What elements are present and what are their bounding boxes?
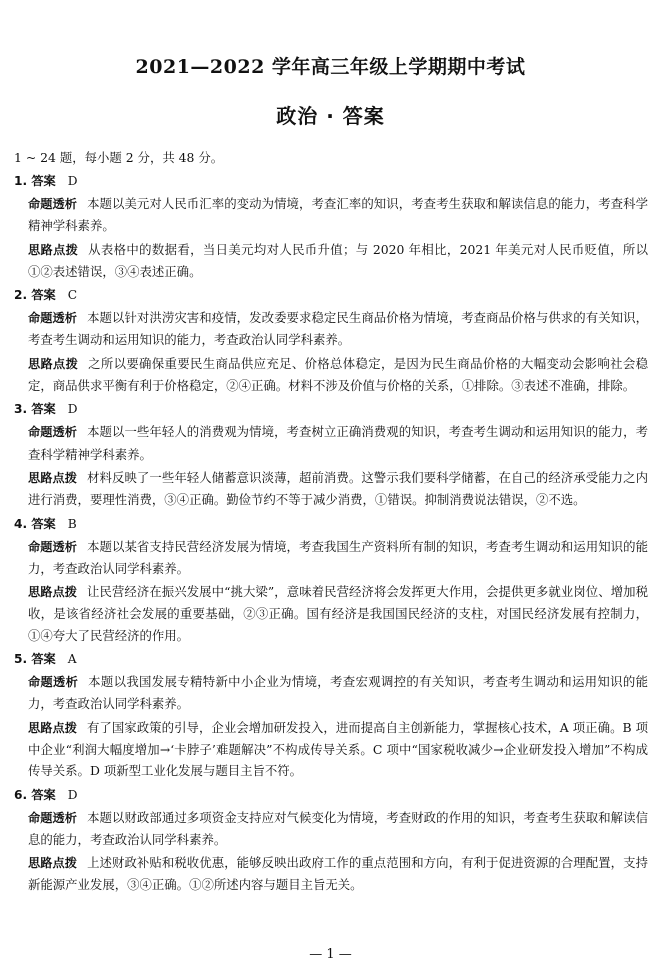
question-heading bbox=[14, 170, 648, 192]
hint-text: 从表格中的数据看，当日美元均对人民币升值；与 2020 年相比，2021 年美元对人民币贬值，所以①②表述错误，③④表述正确。 bbox=[28, 241, 649, 279]
design-paragraph bbox=[14, 307, 648, 351]
hint-text: 材料反映了一些年轻人储蓄意识淡薄，超前消费。这警示我们要科学储蓄，在自己的经济承受能力之内进行消费，要理性消费，③④正确。勤俭节约不等于减少消费，①错误。抑制消费说法错误，②不选。 bbox=[28, 469, 649, 508]
question-number: 4. 答案 bbox=[14, 516, 56, 531]
hint-paragraph bbox=[14, 353, 648, 397]
hint-label: 思路点拨 bbox=[28, 720, 77, 735]
hint-label: 思路点拨 bbox=[28, 356, 79, 371]
question-block bbox=[14, 513, 648, 646]
design-label: 命题透析 bbox=[28, 311, 78, 326]
hint-paragraph bbox=[14, 581, 648, 646]
design-label: 命题透析 bbox=[28, 539, 78, 554]
question-number: 6. 答案 bbox=[14, 787, 56, 802]
hint-label: 思路点拨 bbox=[28, 470, 78, 485]
design-paragraph bbox=[14, 671, 648, 715]
question-heading bbox=[14, 784, 648, 806]
design-label: 命题透析 bbox=[28, 810, 78, 825]
hint-label: 思路点拨 bbox=[28, 242, 79, 257]
question-number: 1. 答案 bbox=[14, 174, 56, 188]
page-number: — 1 — bbox=[309, 947, 352, 962]
page-title: 2021—2022 学年高三年级上学期期中考试 bbox=[135, 56, 526, 78]
question-block bbox=[14, 170, 648, 282]
hint-paragraph bbox=[14, 467, 648, 511]
hint-text: 上述财政补贴和税收优惠，能够反映出政府工作的重点范围和方向，有利于促进资源的合理配置，支持新能源产业发展，③④正确。①②所述内容与题目主旨无关。 bbox=[28, 855, 649, 893]
question-number: 5. 答案 bbox=[14, 652, 56, 667]
design-label: 命题透析 bbox=[28, 675, 79, 690]
question-number: 2. 答案 bbox=[14, 288, 56, 303]
design-label: 命题透析 bbox=[28, 425, 78, 440]
question-answer: B bbox=[67, 516, 77, 531]
design-paragraph bbox=[14, 193, 648, 237]
hint-text: 有了国家政策的引导，企业会增加研发投入，进而提高自主创新能力，掌握核心技术，A 项正确。B 项中企业“利润大幅度增加→‘卡脖子’难题解决”不构成传导关系。C 项中“国家税收减少→企业研发投入增加”不构成传导关系。D 项新型工业化发展与题目主旨不符。 bbox=[28, 719, 649, 779]
design-text: 本题以某省支持民营经济发展为情境，考查我国生产资料所有制的知识，考查考生调动和运用知识的能力，考查政治认同学科素养。 bbox=[28, 538, 649, 576]
question-heading bbox=[14, 648, 648, 670]
page-subtitle: 政治 · 答案 bbox=[276, 104, 385, 128]
question-heading bbox=[14, 513, 648, 535]
design-text: 本题以针对洪涝灾害和疫情，发改委要求稳定民生商品价格为情境，考查商品价格与供求的有关知识，考查考生调动和运用知识的能力，考查政治认同学科素养。 bbox=[28, 310, 649, 348]
question-answer: D bbox=[67, 402, 78, 417]
design-label: 命题透析 bbox=[28, 197, 78, 211]
design-text: 本题以一些年轻人的消费观为情境，考查树立正确消费观的知识，考查考生调动和运用知识的能力，考查科学精神学科素养。 bbox=[28, 424, 649, 462]
question-answer: A bbox=[67, 652, 77, 667]
design-text: 本题以我国发展专精特新中小企业为情境，考查宏观调控的有关知识，考查考生调动和运用知识的能力，考查政治认同学科素养。 bbox=[28, 674, 649, 712]
question-answer: D bbox=[67, 174, 78, 188]
question-answer: C bbox=[67, 288, 78, 303]
hint-paragraph bbox=[14, 239, 648, 283]
design-paragraph bbox=[14, 807, 648, 851]
question-answer: D bbox=[67, 787, 78, 802]
hint-paragraph bbox=[14, 717, 648, 782]
design-paragraph bbox=[14, 421, 648, 465]
section-intro: 1 ~ 24 题，每小题 2 分，共 48 分。 bbox=[14, 150, 224, 165]
question-block bbox=[14, 784, 648, 896]
design-paragraph bbox=[14, 536, 648, 580]
hint-label: 思路点拨 bbox=[28, 585, 78, 600]
hint-text: 让民营经济在振兴发展中“挑大梁”，意味着民营经济将会发挥更大作用，会提供更多就业岗位、增加税收，是该省经济社会发展的重要基础，②③正确。国有经济是我国国民经济的支柱，对国民经济发展有控制力，①④夸大了民营经济的作用。 bbox=[28, 584, 649, 643]
question-block bbox=[14, 284, 648, 396]
question-block bbox=[14, 648, 648, 781]
question-heading bbox=[14, 284, 648, 306]
hint-paragraph bbox=[14, 852, 648, 896]
answer-content bbox=[14, 148, 648, 898]
hint-text: 之所以要确保重要民生商品供应充足、价格总体稳定，是因为民生商品价格的大幅变动会影响社会稳定，商品供求平衡有利于价格稳定，②④正确。材料不涉及价值与价格的关系，①排除。③表述不准确，排除。 bbox=[28, 355, 649, 394]
design-text: 本题以财政部通过多项资金支持应对气候变化为情境，考查财政的作用的知识，考查考生获取和解读信息的能力，考查政治认同学科素养。 bbox=[28, 809, 649, 847]
design-text: 本题以美元对人民币汇率的变动为情境，考查汇率的知识，考查考生获取和解读信息的能力，考查科学精神学科素养。 bbox=[28, 196, 649, 234]
question-block bbox=[14, 398, 648, 510]
question-heading bbox=[14, 398, 648, 420]
hint-label: 思路点拨 bbox=[28, 856, 78, 871]
question-number: 3. 答案 bbox=[14, 402, 56, 417]
